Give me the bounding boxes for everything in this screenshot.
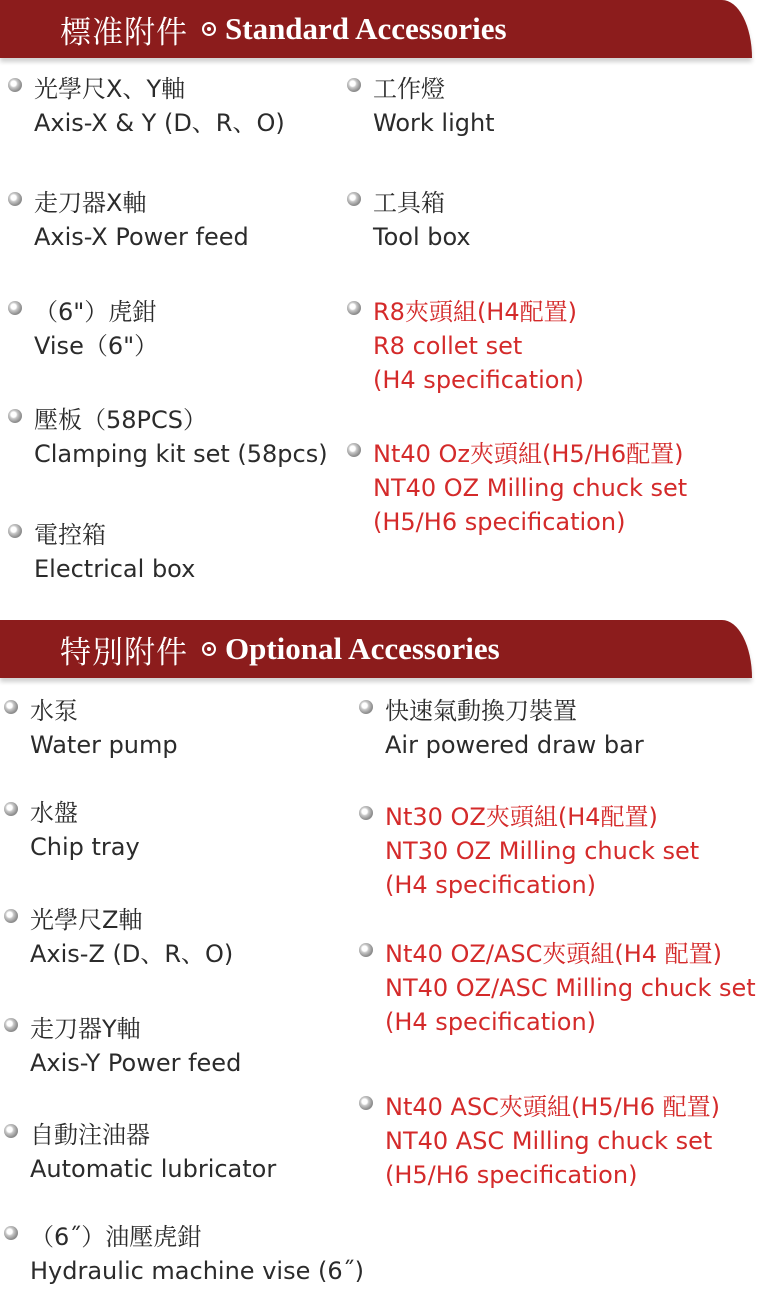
item-label-zh: 走刀器X軸 <box>34 189 147 217</box>
optional-accessories-header <box>0 620 752 678</box>
bullet-icon <box>4 1018 18 1032</box>
list-item <box>385 694 644 762</box>
list-item <box>30 796 140 864</box>
bullet-icon <box>347 78 361 92</box>
item-label-zh: 工作燈 <box>373 75 445 103</box>
item-label-zh: 工具箱 <box>373 189 445 217</box>
item-label-zh: 走刀器Y軸 <box>30 1015 141 1043</box>
list-item <box>30 903 233 971</box>
item-label-en: Tool box <box>373 223 471 251</box>
item-label-zh: 水泵 <box>30 697 78 725</box>
item-spec: (H5/H6 specification) <box>373 508 626 536</box>
item-label-en: NT30 OZ Milling chuck set <box>385 837 700 865</box>
list-item <box>373 72 495 140</box>
bullet-icon <box>8 78 22 92</box>
circle-dot-icon <box>202 642 216 656</box>
bullet-icon <box>8 192 22 206</box>
item-label-en: Axis-X & Y (D、R、O) <box>34 109 285 137</box>
list-item <box>385 1090 720 1192</box>
list-item <box>385 800 699 902</box>
list-item <box>373 437 687 539</box>
item-label-zh: Nt40 Oz夾頭組(H5/H6配置) <box>373 440 684 468</box>
circle-dot-icon <box>202 22 216 36</box>
standard-title-zh: 標准附件 <box>60 14 188 51</box>
item-label-en: Clamping kit set (58pcs) <box>34 440 328 468</box>
item-spec: (H4 specification) <box>385 871 597 899</box>
item-spec: (H4 specification) <box>385 1008 597 1036</box>
item-label-zh: （6"）虎鉗 <box>34 298 157 326</box>
list-item <box>34 403 328 471</box>
item-label-en: R8 collet set <box>373 332 523 360</box>
standard-title-en: Standard Accessories <box>225 11 507 46</box>
item-label-zh: 光學尺Z軸 <box>30 906 143 934</box>
item-label-zh: 快速氣動換刀裝置 <box>385 697 577 725</box>
bullet-icon <box>359 943 373 957</box>
bullet-icon <box>4 1124 18 1138</box>
bullet-icon <box>359 700 373 714</box>
bullet-icon <box>4 909 18 923</box>
bullet-icon <box>4 802 18 816</box>
item-label-zh: 水盤 <box>30 799 78 827</box>
item-label-en: NT40 OZ Milling chuck set <box>373 474 688 502</box>
item-label-en: Axis-Y Power feed <box>30 1049 242 1077</box>
bullet-icon <box>347 192 361 206</box>
item-label-en: Electrical box <box>34 555 196 583</box>
item-label-en: Water pump <box>30 731 178 759</box>
list-item <box>373 186 471 254</box>
bullet-icon <box>359 1096 373 1110</box>
bullet-icon <box>8 409 22 423</box>
item-label-en: NT40 ASC Milling chuck set <box>385 1127 713 1155</box>
item-label-zh: （6˝）油壓虎鉗 <box>30 1223 202 1251</box>
list-item <box>373 295 584 397</box>
item-label-en: Air powered draw bar <box>385 731 644 759</box>
item-label-zh: 壓板（58PCS） <box>34 406 208 434</box>
item-label-zh: Nt30 OZ夾頭組(H4配置) <box>385 803 658 831</box>
bullet-icon <box>347 443 361 457</box>
item-label-en: Vise（6"） <box>34 332 159 360</box>
bullet-icon <box>8 524 22 538</box>
list-item <box>34 186 249 254</box>
list-item <box>30 694 178 762</box>
optional-title-zh: 特別附件 <box>60 634 188 671</box>
item-label-en: NT40 OZ/ASC Milling chuck set <box>385 974 756 1002</box>
list-item <box>34 72 285 140</box>
item-label-en: Work light <box>373 109 495 137</box>
item-label-zh: R8夾頭組(H4配置) <box>373 298 577 326</box>
item-label-zh: 光學尺X、Y軸 <box>34 75 186 103</box>
item-label-zh: Nt40 ASC夾頭組(H5/H6 配置) <box>385 1093 721 1121</box>
list-item <box>30 1220 364 1288</box>
item-spec: (H5/H6 specification) <box>385 1161 638 1189</box>
list-item <box>34 295 158 363</box>
item-label-en: Axis-Z (D、R、O) <box>30 940 234 968</box>
bullet-icon <box>4 700 18 714</box>
bullet-icon <box>8 301 22 315</box>
standard-accessories-header <box>0 0 752 58</box>
list-item <box>385 937 756 1039</box>
item-label-en: Axis-X Power feed <box>34 223 249 251</box>
item-label-en: Hydraulic machine vise (6˝) <box>30 1257 364 1285</box>
item-label-en: Automatic lubricator <box>30 1155 277 1183</box>
list-item <box>34 518 195 586</box>
item-label-zh: Nt40 OZ/ASC夾頭組(H4 配置) <box>385 940 723 968</box>
item-spec: (H4 specification) <box>373 366 585 394</box>
item-label-zh: 電控箱 <box>34 521 106 549</box>
bullet-icon <box>359 806 373 820</box>
item-label-en: Chip tray <box>30 833 140 861</box>
bullet-icon <box>347 301 361 315</box>
bullet-icon <box>4 1226 18 1240</box>
list-item <box>30 1118 276 1186</box>
item-label-zh: 自動注油器 <box>30 1121 150 1149</box>
list-item <box>30 1012 241 1080</box>
optional-title-en: Optional Accessories <box>225 631 500 666</box>
